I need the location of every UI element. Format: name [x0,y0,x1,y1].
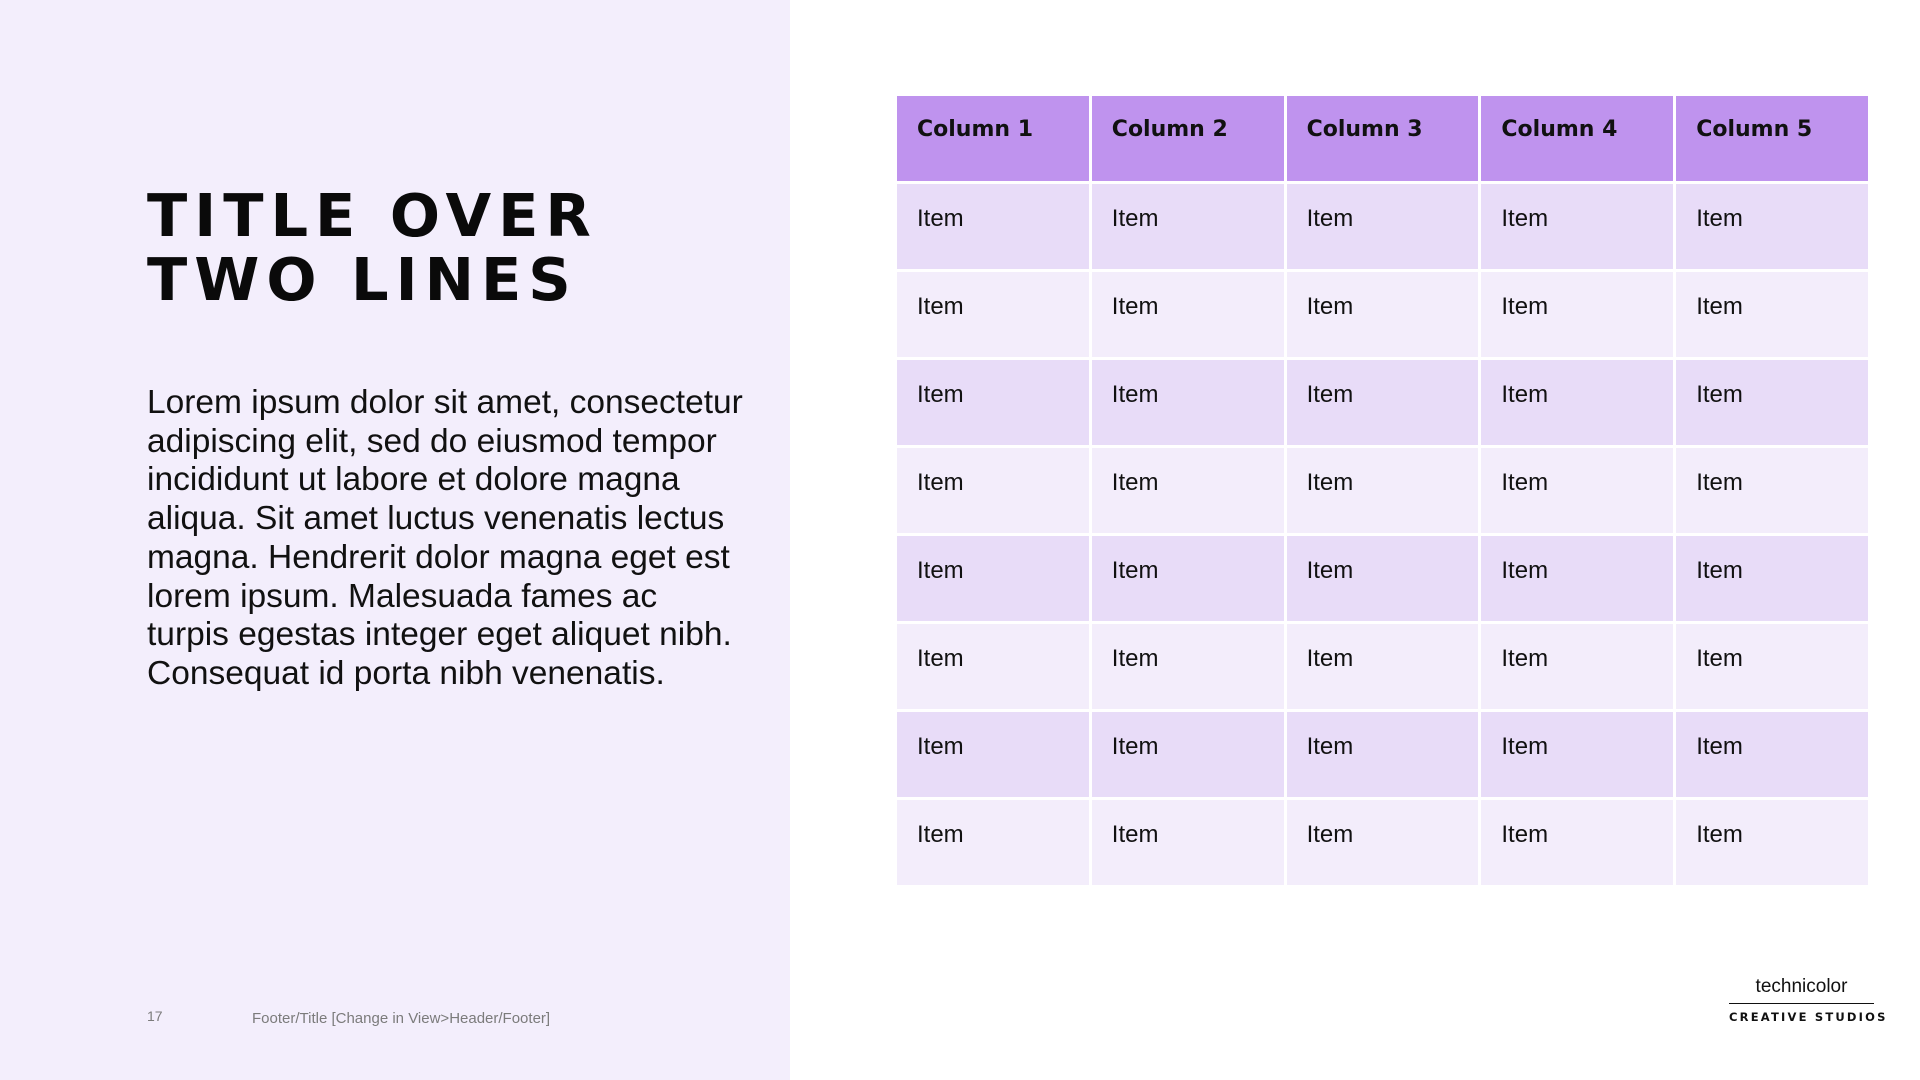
column-header: Column 3 [1287,96,1479,181]
table-cell: Item [897,712,1089,797]
table-cell: Item [1481,536,1673,621]
table-cell: Item [897,272,1089,357]
table-cell: Item [1287,448,1479,533]
column-header: Column 1 [897,96,1089,181]
table-cell: Item [897,624,1089,709]
logo-tagline: CREATIVE STUDIOS [1729,1010,1888,1024]
table-cell: Item [897,184,1089,269]
table-cell: Item [1287,624,1479,709]
table-cell: Item [1287,536,1479,621]
table-cell: Item [897,800,1089,885]
technicolor-logo [1729,976,1888,1024]
table-cell: Item [1481,624,1673,709]
table-cell: Item [1287,360,1479,445]
column-header: Column 4 [1481,96,1673,181]
title-line-1: TITLE OVER [147,181,598,250]
left-panel [0,0,790,1080]
table-cell: Item [1676,536,1868,621]
table-cell: Item [1676,448,1868,533]
body-text: Lorem ipsum dolor sit amet, consectetur adipiscing elit, sed do eiusmod tempor incididunt ut labore et dolore magna aliqua. Sit amet luctus venenatis lectus magna. Hendrerit dolor magna eget est lorem ipsum. Malesuada fames ac turpis egestas integer eget aliquet nibh. Consequat id porta nibh venenatis. [147,384,743,692]
table-cell: Item [897,536,1089,621]
table-cell: Item [1676,360,1868,445]
table-cell: Item [1092,624,1284,709]
table-cell: Item [1676,184,1868,269]
table-header-row [897,96,1868,181]
table-cell: Item [1481,800,1673,885]
table-cell: Item [897,448,1089,533]
logo-wordmark: technicolor [1729,976,1874,1004]
table-cell: Item [1092,536,1284,621]
page-number: 17 [147,1008,163,1024]
table-cell: Item [1676,712,1868,797]
table-cell: Item [1092,184,1284,269]
table-cell: Item [1092,448,1284,533]
table-cell: Item [1481,360,1673,445]
table-row [897,184,1868,269]
table-row [897,448,1868,533]
table-row [897,712,1868,797]
table-cell: Item [1481,272,1673,357]
table-cell: Item [1092,272,1284,357]
table-row [897,360,1868,445]
table-cell: Item [1092,360,1284,445]
table-cell: Item [1092,712,1284,797]
footer-title: Footer/Title [Change in View>Header/Footer] [252,1010,551,1027]
column-header: Column 2 [1092,96,1284,181]
table-cell: Item [1287,184,1479,269]
table-row [897,272,1868,357]
slide-title [147,181,598,314]
data-table [894,93,1871,888]
table-row [897,536,1868,621]
table-row [897,624,1868,709]
column-header: Column 5 [1676,96,1868,181]
title-line-2: TWO LINES [147,245,578,314]
table-cell: Item [897,360,1089,445]
table-cell: Item [1092,800,1284,885]
table-cell: Item [1676,624,1868,709]
table-cell: Item [1676,800,1868,885]
table-cell: Item [1287,712,1479,797]
table-row [897,800,1868,885]
table-cell: Item [1481,712,1673,797]
table-cell: Item [1287,272,1479,357]
table-cell: Item [1287,800,1479,885]
table-cell: Item [1481,184,1673,269]
table-cell: Item [1481,448,1673,533]
table-cell: Item [1676,272,1868,357]
